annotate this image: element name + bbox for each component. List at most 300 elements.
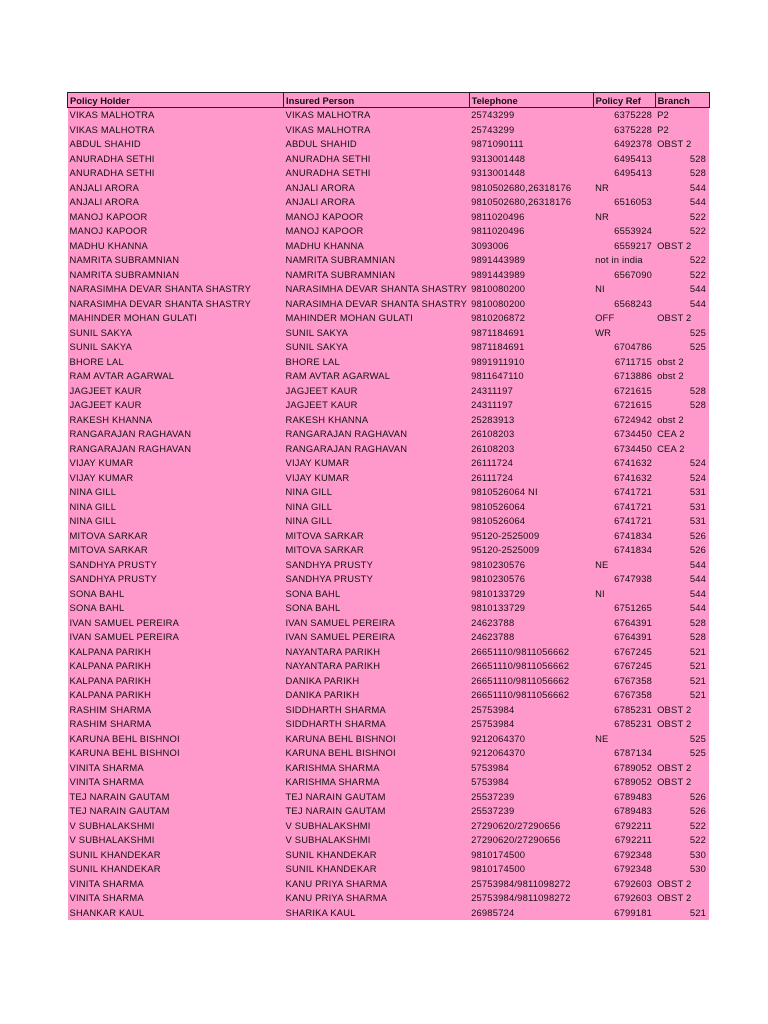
cell-policy-holder[interactable]: MADHU KHANNA — [68, 239, 284, 254]
cell-telephone[interactable]: 26111724 — [469, 456, 593, 471]
cell-telephone[interactable]: 95120-2525009 — [469, 529, 593, 544]
cell-telephone[interactable]: 25537239 — [469, 790, 593, 805]
cell-insured-person[interactable]: SHARIKA KAUL — [284, 906, 470, 921]
cell-policy-ref[interactable]: 6516053 — [593, 195, 655, 210]
cell-insured-person[interactable]: SUNIL SAKYA — [284, 326, 470, 341]
cell-insured-person[interactable]: V SUBHALAKSHMI — [284, 819, 470, 834]
cell-policy-holder[interactable]: IVAN SAMUEL PEREIRA — [68, 630, 284, 645]
cell-policy-holder[interactable]: VINITA SHARMA — [68, 775, 284, 790]
header-telephone[interactable]: Telephone — [469, 93, 593, 108]
cell-branch[interactable]: 521 — [655, 688, 709, 703]
cell-policy-ref[interactable]: 6741721 — [593, 485, 655, 500]
cell-branch[interactable]: 544 — [655, 558, 709, 573]
cell-telephone[interactable]: 27290620/27290656 — [469, 833, 593, 848]
cell-policy-ref[interactable]: not in india — [593, 253, 655, 268]
cell-branch[interactable]: 521 — [655, 659, 709, 674]
cell-policy-ref[interactable]: OFF — [593, 311, 655, 326]
cell-insured-person[interactable]: RAKESH KHANNA — [284, 413, 470, 428]
cell-policy-ref[interactable]: 6492378 — [593, 137, 655, 152]
cell-telephone[interactable]: 9810502680,26318176 — [469, 195, 593, 210]
cell-policy-holder[interactable]: TEJ NARAIN GAUTAM — [68, 804, 284, 819]
cell-policy-holder[interactable]: MITOVA SARKAR — [68, 543, 284, 558]
cell-insured-person[interactable]: JAGJEET KAUR — [284, 384, 470, 399]
cell-branch[interactable]: OBST 2 — [655, 717, 709, 732]
cell-insured-person[interactable]: NAYANTARA PARIKH — [284, 645, 470, 660]
cell-branch[interactable]: 524 — [655, 471, 709, 486]
cell-policy-ref[interactable]: 6741834 — [593, 543, 655, 558]
cell-telephone[interactable]: 9810133729 — [469, 587, 593, 602]
cell-telephone[interactable]: 24623788 — [469, 630, 593, 645]
cell-insured-person[interactable]: ANURADHA SETHI — [284, 166, 470, 181]
cell-telephone[interactable]: 24623788 — [469, 616, 593, 631]
cell-policy-ref[interactable]: NR — [593, 210, 655, 225]
cell-policy-holder[interactable]: V SUBHALAKSHMI — [68, 833, 284, 848]
cell-policy-ref[interactable]: 6375228 — [593, 108, 655, 123]
cell-insured-person[interactable]: RANGARAJAN RAGHAVAN — [284, 442, 470, 457]
cell-policy-holder[interactable]: IVAN SAMUEL PEREIRA — [68, 616, 284, 631]
cell-policy-ref[interactable]: 6792603 — [593, 877, 655, 892]
cell-policy-holder[interactable]: VIKAS MALHOTRA — [68, 108, 284, 123]
cell-branch[interactable]: 525 — [655, 732, 709, 747]
table-row — [68, 210, 710, 225]
cell-policy-ref[interactable]: 6785231 — [593, 703, 655, 718]
cell-insured-person[interactable]: IVAN SAMUEL PEREIRA — [284, 616, 470, 631]
cell-insured-person[interactable]: SIDDHARTH SHARMA — [284, 703, 470, 718]
cell-policy-ref[interactable]: 6764391 — [593, 616, 655, 631]
cell-branch[interactable]: 544 — [655, 282, 709, 297]
cell-telephone[interactable]: 9810502680,26318176 — [469, 181, 593, 196]
cell-policy-holder[interactable]: MANOJ KAPOOR — [68, 224, 284, 239]
cell-branch[interactable]: 531 — [655, 514, 709, 529]
cell-branch[interactable]: 544 — [655, 297, 709, 312]
cell-telephone[interactable]: 26108203 — [469, 427, 593, 442]
cell-policy-holder[interactable]: SUNIL SAKYA — [68, 340, 284, 355]
cell-insured-person[interactable]: KARISHMA SHARMA — [284, 761, 470, 776]
cell-insured-person[interactable]: SIDDHARTH SHARMA — [284, 717, 470, 732]
cell-policy-holder[interactable]: JAGJEET KAUR — [68, 384, 284, 399]
cell-policy-holder[interactable]: SUNIL SAKYA — [68, 326, 284, 341]
cell-branch[interactable]: 521 — [655, 906, 709, 921]
cell-insured-person[interactable]: TEJ NARAIN GAUTAM — [284, 804, 470, 819]
cell-branch[interactable]: obst 2 — [655, 369, 709, 384]
cell-policy-ref[interactable]: 6792603 — [593, 891, 655, 906]
cell-policy-ref[interactable]: 6568243 — [593, 297, 655, 312]
cell-branch[interactable]: P2 — [655, 108, 709, 123]
cell-policy-ref[interactable]: 6789483 — [593, 804, 655, 819]
cell-insured-person[interactable]: KANU PRIYA SHARMA — [284, 877, 470, 892]
cell-telephone[interactable]: 26111724 — [469, 471, 593, 486]
cell-insured-person[interactable]: NAMRITA SUBRAMNIAN — [284, 253, 470, 268]
cell-telephone[interactable]: 9313001448 — [469, 166, 593, 181]
cell-branch[interactable]: 528 — [655, 398, 709, 413]
cell-insured-person[interactable]: VIJAY KUMAR — [284, 471, 470, 486]
cell-telephone[interactable]: 25537239 — [469, 804, 593, 819]
cell-insured-person[interactable]: ANJALI ARORA — [284, 195, 470, 210]
cell-policy-ref[interactable]: 6704786 — [593, 340, 655, 355]
cell-telephone[interactable]: 26651110/9811056662 — [469, 688, 593, 703]
cell-branch[interactable]: 544 — [655, 181, 709, 196]
cell-insured-person[interactable]: MITOVA SARKAR — [284, 543, 470, 558]
cell-policy-holder[interactable]: ANURADHA SETHI — [68, 152, 284, 167]
cell-policy-ref[interactable]: 6792211 — [593, 819, 655, 834]
cell-policy-holder[interactable]: ANURADHA SETHI — [68, 166, 284, 181]
cell-insured-person[interactable]: MITOVA SARKAR — [284, 529, 470, 544]
cell-branch[interactable]: 521 — [655, 674, 709, 689]
cell-branch[interactable]: 528 — [655, 166, 709, 181]
cell-branch[interactable]: 526 — [655, 529, 709, 544]
cell-policy-ref[interactable]: 6767358 — [593, 674, 655, 689]
cell-policy-ref[interactable]: 6767358 — [593, 688, 655, 703]
cell-insured-person[interactable]: JAGJEET KAUR — [284, 398, 470, 413]
cell-telephone[interactable]: 9810133729 — [469, 601, 593, 616]
cell-insured-person[interactable]: KARUNA BEHL BISHNOI — [284, 732, 470, 747]
cell-policy-ref[interactable]: 6734450 — [593, 427, 655, 442]
cell-policy-ref[interactable]: 6767245 — [593, 659, 655, 674]
cell-branch[interactable]: 525 — [655, 326, 709, 341]
cell-policy-holder[interactable]: VINITA SHARMA — [68, 877, 284, 892]
cell-policy-ref[interactable]: 6764391 — [593, 630, 655, 645]
cell-telephone[interactable]: 25743299 — [469, 108, 593, 123]
cell-branch[interactable]: obst 2 — [655, 413, 709, 428]
cell-telephone[interactable]: 9313001448 — [469, 152, 593, 167]
cell-branch[interactable]: OBST 2 — [655, 703, 709, 718]
cell-branch[interactable]: 528 — [655, 630, 709, 645]
cell-policy-ref[interactable]: 6747938 — [593, 572, 655, 587]
table-row — [68, 166, 710, 181]
cell-policy-holder[interactable]: SANDHYA PRUSTY — [68, 558, 284, 573]
cell-policy-ref[interactable]: 6751265 — [593, 601, 655, 616]
cell-branch[interactable]: 522 — [655, 819, 709, 834]
cell-branch[interactable]: 544 — [655, 195, 709, 210]
cell-policy-holder[interactable]: VIKAS MALHOTRA — [68, 123, 284, 138]
cell-telephone[interactable]: 9891443989 — [469, 253, 593, 268]
header-policy-holder[interactable]: Policy Holder — [68, 93, 284, 108]
cell-branch[interactable]: P2 — [655, 123, 709, 138]
cell-branch[interactable]: 522 — [655, 210, 709, 225]
cell-policy-holder[interactable]: NINA GILL — [68, 514, 284, 529]
cell-telephone[interactable]: 25283913 — [469, 413, 593, 428]
cell-policy-ref[interactable]: 6767245 — [593, 645, 655, 660]
cell-branch[interactable]: 522 — [655, 253, 709, 268]
cell-telephone[interactable]: 26651110/9811056662 — [469, 659, 593, 674]
cell-telephone[interactable]: 5753984 — [469, 775, 593, 790]
cell-policy-holder[interactable]: RASHIM SHARMA — [68, 717, 284, 732]
cell-policy-ref[interactable]: 6553924 — [593, 224, 655, 239]
cell-branch[interactable]: 524 — [655, 456, 709, 471]
cell-policy-ref[interactable]: 6785231 — [593, 717, 655, 732]
cell-policy-ref[interactable]: 6711715 — [593, 355, 655, 370]
cell-insured-person[interactable]: SONA BAHL — [284, 601, 470, 616]
cell-policy-ref[interactable]: 6741632 — [593, 456, 655, 471]
cell-telephone[interactable]: 5753984 — [469, 761, 593, 776]
cell-insured-person[interactable]: MANOJ KAPOOR — [284, 210, 470, 225]
cell-telephone[interactable]: 9871184691 — [469, 340, 593, 355]
cell-insured-person[interactable]: KANU PRIYA SHARMA — [284, 891, 470, 906]
cell-telephone[interactable]: 26651110/9811056662 — [469, 645, 593, 660]
table-row — [68, 891, 710, 906]
cell-telephone[interactable]: 3093006 — [469, 239, 593, 254]
cell-telephone[interactable]: 26985724 — [469, 906, 593, 921]
cell-insured-person[interactable]: V SUBHALAKSHMI — [284, 833, 470, 848]
cell-telephone[interactable]: 9810174500 — [469, 848, 593, 863]
cell-policy-holder[interactable]: SHANKAR KAUL — [68, 906, 284, 921]
cell-branch[interactable]: 526 — [655, 804, 709, 819]
cell-policy-holder[interactable]: RANGARAJAN RAGHAVAN — [68, 442, 284, 457]
cell-telephone[interactable]: 95120-2525009 — [469, 543, 593, 558]
cell-branch[interactable]: 522 — [655, 268, 709, 283]
cell-insured-person[interactable]: SUNIL KHANDEKAR — [284, 848, 470, 863]
cell-policy-holder[interactable]: RAM AVTAR AGARWAL — [68, 369, 284, 384]
table-body — [68, 108, 710, 921]
cell-telephone[interactable]: 24311197 — [469, 398, 593, 413]
table-row — [68, 442, 710, 457]
cell-policy-holder[interactable]: NAMRITA SUBRAMNIAN — [68, 268, 284, 283]
cell-insured-person[interactable]: NAYANTARA PARIKH — [284, 659, 470, 674]
cell-policy-ref[interactable]: 6789052 — [593, 761, 655, 776]
cell-insured-person[interactable]: KARISHMA SHARMA — [284, 775, 470, 790]
cell-insured-person[interactable]: KARUNA BEHL BISHNOI — [284, 746, 470, 761]
cell-branch[interactable]: 530 — [655, 862, 709, 877]
cell-insured-person[interactable]: BHORE LAL — [284, 355, 470, 370]
cell-telephone[interactable]: 9871184691 — [469, 326, 593, 341]
cell-telephone[interactable]: 9810526064 — [469, 500, 593, 515]
cell-telephone[interactable]: 25753984 — [469, 703, 593, 718]
cell-policy-holder[interactable]: ANJALI ARORA — [68, 181, 284, 196]
cell-policy-holder[interactable]: MANOJ KAPOOR — [68, 210, 284, 225]
cell-branch[interactable]: CEA 2 — [655, 427, 709, 442]
cell-branch[interactable]: OBST 2 — [655, 775, 709, 790]
cell-telephone[interactable]: 9810206872 — [469, 311, 593, 326]
cell-telephone[interactable]: 25753984 — [469, 717, 593, 732]
cell-policy-holder[interactable]: SONA BAHL — [68, 587, 284, 602]
cell-branch[interactable]: 544 — [655, 572, 709, 587]
cell-policy-holder[interactable]: KALPANA PARIKH — [68, 688, 284, 703]
header-branch[interactable]: Branch — [655, 93, 709, 108]
cell-branch[interactable]: obst 2 — [655, 355, 709, 370]
cell-policy-holder[interactable]: NARASIMHA DEVAR SHANTA SHASTRY — [68, 282, 284, 297]
cell-insured-person[interactable]: SANDHYA PRUSTY — [284, 572, 470, 587]
cell-policy-ref[interactable]: NE — [593, 558, 655, 573]
table-row — [68, 746, 710, 761]
cell-insured-person[interactable]: NAMRITA SUBRAMNIAN — [284, 268, 470, 283]
cell-insured-person[interactable]: ANURADHA SETHI — [284, 152, 470, 167]
cell-insured-person[interactable]: VIJAY KUMAR — [284, 456, 470, 471]
table-row — [68, 123, 710, 138]
cell-telephone[interactable]: 26651110/9811056662 — [469, 674, 593, 689]
cell-policy-holder[interactable]: VIJAY KUMAR — [68, 471, 284, 486]
cell-policy-ref[interactable]: 6789483 — [593, 790, 655, 805]
cell-policy-holder[interactable]: NARASIMHA DEVAR SHANTA SHASTRY — [68, 297, 284, 312]
cell-branch[interactable]: 522 — [655, 224, 709, 239]
cell-telephone[interactable]: 25753984/9811098272 — [469, 891, 593, 906]
cell-branch[interactable]: 525 — [655, 746, 709, 761]
cell-insured-person[interactable]: NARASIMHA DEVAR SHANTA SHASTRY — [284, 297, 470, 312]
cell-policy-ref[interactable]: 6792348 — [593, 848, 655, 863]
cell-policy-holder[interactable]: KALPANA PARIKH — [68, 645, 284, 660]
cell-policy-holder[interactable]: NINA GILL — [68, 485, 284, 500]
cell-branch[interactable]: 528 — [655, 152, 709, 167]
cell-telephone[interactable]: 9810080200 — [469, 282, 593, 297]
cell-insured-person[interactable]: NINA GILL — [284, 500, 470, 515]
cell-branch[interactable]: 530 — [655, 848, 709, 863]
cell-branch[interactable]: 531 — [655, 485, 709, 500]
cell-telephone[interactable]: 9811647110 — [469, 369, 593, 384]
cell-telephone[interactable]: 9810230576 — [469, 558, 593, 573]
cell-insured-person[interactable]: SONA BAHL — [284, 587, 470, 602]
cell-policy-holder[interactable]: RANGARAJAN RAGHAVAN — [68, 427, 284, 442]
cell-policy-ref[interactable]: 6734450 — [593, 442, 655, 457]
cell-branch[interactable]: 526 — [655, 790, 709, 805]
cell-insured-person[interactable]: MANOJ KAPOOR — [284, 224, 470, 239]
cell-policy-ref[interactable]: 6495413 — [593, 152, 655, 167]
cell-telephone[interactable]: 9212064370 — [469, 732, 593, 747]
cell-branch[interactable]: OBST 2 — [655, 137, 709, 152]
cell-insured-person[interactable]: RANGARAJAN RAGHAVAN — [284, 427, 470, 442]
cell-policy-holder[interactable]: MAHINDER MOHAN GULATI — [68, 311, 284, 326]
cell-policy-holder[interactable]: KALPANA PARIKH — [68, 659, 284, 674]
table-row — [68, 456, 710, 471]
cell-policy-ref[interactable]: 6741834 — [593, 529, 655, 544]
cell-policy-holder[interactable]: ANJALI ARORA — [68, 195, 284, 210]
cell-policy-holder[interactable]: V SUBHALAKSHMI — [68, 819, 284, 834]
cell-policy-ref[interactable]: NR — [593, 181, 655, 196]
cell-branch[interactable]: OBST 2 — [655, 239, 709, 254]
cell-telephone[interactable]: 9811020496 — [469, 224, 593, 239]
cell-insured-person[interactable]: SANDHYA PRUSTY — [284, 558, 470, 573]
cell-policy-ref[interactable]: 6789052 — [593, 775, 655, 790]
table-row — [68, 645, 710, 660]
table-row — [68, 485, 710, 500]
cell-telephone[interactable]: 9811020496 — [469, 210, 593, 225]
cell-policy-holder[interactable]: RASHIM SHARMA — [68, 703, 284, 718]
cell-policy-ref[interactable]: 6741721 — [593, 514, 655, 529]
cell-telephone[interactable]: 27290620/27290656 — [469, 819, 593, 834]
cell-branch[interactable]: 544 — [655, 601, 709, 616]
cell-policy-holder[interactable]: KARUNA BEHL BISHNOI — [68, 746, 284, 761]
cell-policy-ref[interactable]: 6741632 — [593, 471, 655, 486]
cell-branch[interactable]: OBST 2 — [655, 311, 709, 326]
cell-insured-person[interactable]: VIKAS MALHOTRA — [284, 108, 470, 123]
header-insured-person[interactable]: Insured Person — [284, 93, 470, 108]
cell-insured-person[interactable]: SUNIL KHANDEKAR — [284, 862, 470, 877]
cell-policy-holder[interactable]: SUNIL KHANDEKAR — [68, 848, 284, 863]
cell-insured-person[interactable]: ANJALI ARORA — [284, 181, 470, 196]
cell-policy-holder[interactable]: ABDUL SHAHID — [68, 137, 284, 152]
cell-policy-holder[interactable]: SONA BAHL — [68, 601, 284, 616]
cell-policy-holder[interactable]: BHORE LAL — [68, 355, 284, 370]
cell-telephone[interactable]: 9810230576 — [469, 572, 593, 587]
cell-insured-person[interactable]: ABDUL SHAHID — [284, 137, 470, 152]
cell-policy-ref[interactable]: 6559217 — [593, 239, 655, 254]
cell-insured-person[interactable]: MAHINDER MOHAN GULATI — [284, 311, 470, 326]
cell-policy-holder[interactable]: NAMRITA SUBRAMNIAN — [68, 253, 284, 268]
cell-policy-holder[interactable]: VINITA SHARMA — [68, 891, 284, 906]
table-row — [68, 659, 710, 674]
cell-insured-person[interactable]: DANIKA PARIKH — [284, 688, 470, 703]
cell-policy-ref[interactable]: 6792211 — [593, 833, 655, 848]
cell-policy-ref[interactable]: 6721615 — [593, 384, 655, 399]
cell-insured-person[interactable]: MADHU KHANNA — [284, 239, 470, 254]
cell-telephone[interactable]: 9891911910 — [469, 355, 593, 370]
cell-policy-holder[interactable]: SANDHYA PRUSTY — [68, 572, 284, 587]
cell-policy-holder[interactable]: JAGJEET KAUR — [68, 398, 284, 413]
cell-policy-ref[interactable]: 6713886 — [593, 369, 655, 384]
header-policy-ref[interactable]: Policy Ref — [593, 93, 655, 108]
cell-policy-ref[interactable]: WR — [593, 326, 655, 341]
cell-policy-holder[interactable]: RAKESH KHANNA — [68, 413, 284, 428]
cell-branch[interactable]: OBST 2 — [655, 877, 709, 892]
table-row — [68, 848, 710, 863]
table-row — [68, 674, 710, 689]
cell-insured-person[interactable]: IVAN SAMUEL PEREIRA — [284, 630, 470, 645]
cell-branch[interactable]: OBST 2 — [655, 891, 709, 906]
cell-insured-person[interactable]: TEJ NARAIN GAUTAM — [284, 790, 470, 805]
cell-telephone[interactable]: 9810526064 — [469, 514, 593, 529]
cell-branch[interactable]: CEA 2 — [655, 442, 709, 457]
cell-policy-holder[interactable]: KALPANA PARIKH — [68, 674, 284, 689]
table-row — [68, 340, 710, 355]
cell-branch[interactable]: 522 — [655, 833, 709, 848]
cell-policy-holder[interactable]: KARUNA BEHL BISHNOI — [68, 732, 284, 747]
cell-telephone[interactable]: 25743299 — [469, 123, 593, 138]
cell-insured-person[interactable]: SUNIL SAKYA — [284, 340, 470, 355]
cell-telephone[interactable]: 9212064370 — [469, 746, 593, 761]
cell-policy-ref[interactable]: NE — [593, 732, 655, 747]
cell-branch[interactable]: 528 — [655, 616, 709, 631]
cell-telephone[interactable]: 9810526064 NI — [469, 485, 593, 500]
cell-branch[interactable]: 521 — [655, 645, 709, 660]
cell-policy-holder[interactable]: VIJAY KUMAR — [68, 456, 284, 471]
cell-telephone[interactable]: 9810080200 — [469, 297, 593, 312]
cell-branch[interactable]: 525 — [655, 340, 709, 355]
cell-policy-ref[interactable]: 6495413 — [593, 166, 655, 181]
cell-insured-person[interactable]: NARASIMHA DEVAR SHANTA SHASTRY — [284, 282, 470, 297]
cell-telephone[interactable]: 9871090111 — [469, 137, 593, 152]
cell-policy-ref[interactable]: 6724942 — [593, 413, 655, 428]
cell-insured-person[interactable]: NINA GILL — [284, 514, 470, 529]
cell-policy-ref[interactable]: 6567090 — [593, 268, 655, 283]
cell-policy-ref[interactable]: NI — [593, 282, 655, 297]
table-row — [68, 224, 710, 239]
cell-branch[interactable]: 526 — [655, 543, 709, 558]
cell-policy-holder[interactable]: TEJ NARAIN GAUTAM — [68, 790, 284, 805]
cell-insured-person[interactable]: DANIKA PARIKH — [284, 674, 470, 689]
cell-policy-holder[interactable]: NINA GILL — [68, 500, 284, 515]
cell-insured-person[interactable]: NINA GILL — [284, 485, 470, 500]
cell-policy-ref[interactable]: NI — [593, 587, 655, 602]
cell-policy-ref[interactable]: 6741721 — [593, 500, 655, 515]
cell-policy-ref[interactable]: 6792348 — [593, 862, 655, 877]
cell-telephone[interactable]: 9891443989 — [469, 268, 593, 283]
cell-policy-holder[interactable]: MITOVA SARKAR — [68, 529, 284, 544]
cell-policy-ref[interactable]: 6721615 — [593, 398, 655, 413]
cell-telephone[interactable]: 24311197 — [469, 384, 593, 399]
cell-telephone[interactable]: 9810174500 — [469, 862, 593, 877]
cell-branch[interactable]: 528 — [655, 384, 709, 399]
cell-policy-ref[interactable]: 6375228 — [593, 123, 655, 138]
cell-policy-holder[interactable]: VINITA SHARMA — [68, 761, 284, 776]
cell-branch[interactable]: OBST 2 — [655, 761, 709, 776]
cell-telephone[interactable]: 26108203 — [469, 442, 593, 457]
cell-insured-person[interactable]: VIKAS MALHOTRA — [284, 123, 470, 138]
cell-branch[interactable]: 531 — [655, 500, 709, 515]
cell-policy-ref[interactable]: 6787134 — [593, 746, 655, 761]
cell-policy-holder[interactable]: SUNIL KHANDEKAR — [68, 862, 284, 877]
cell-policy-ref[interactable]: 6799181 — [593, 906, 655, 921]
cell-insured-person[interactable]: RAM AVTAR AGARWAL — [284, 369, 470, 384]
cell-branch[interactable]: 544 — [655, 587, 709, 602]
cell-telephone[interactable]: 25753984/9811098272 — [469, 877, 593, 892]
